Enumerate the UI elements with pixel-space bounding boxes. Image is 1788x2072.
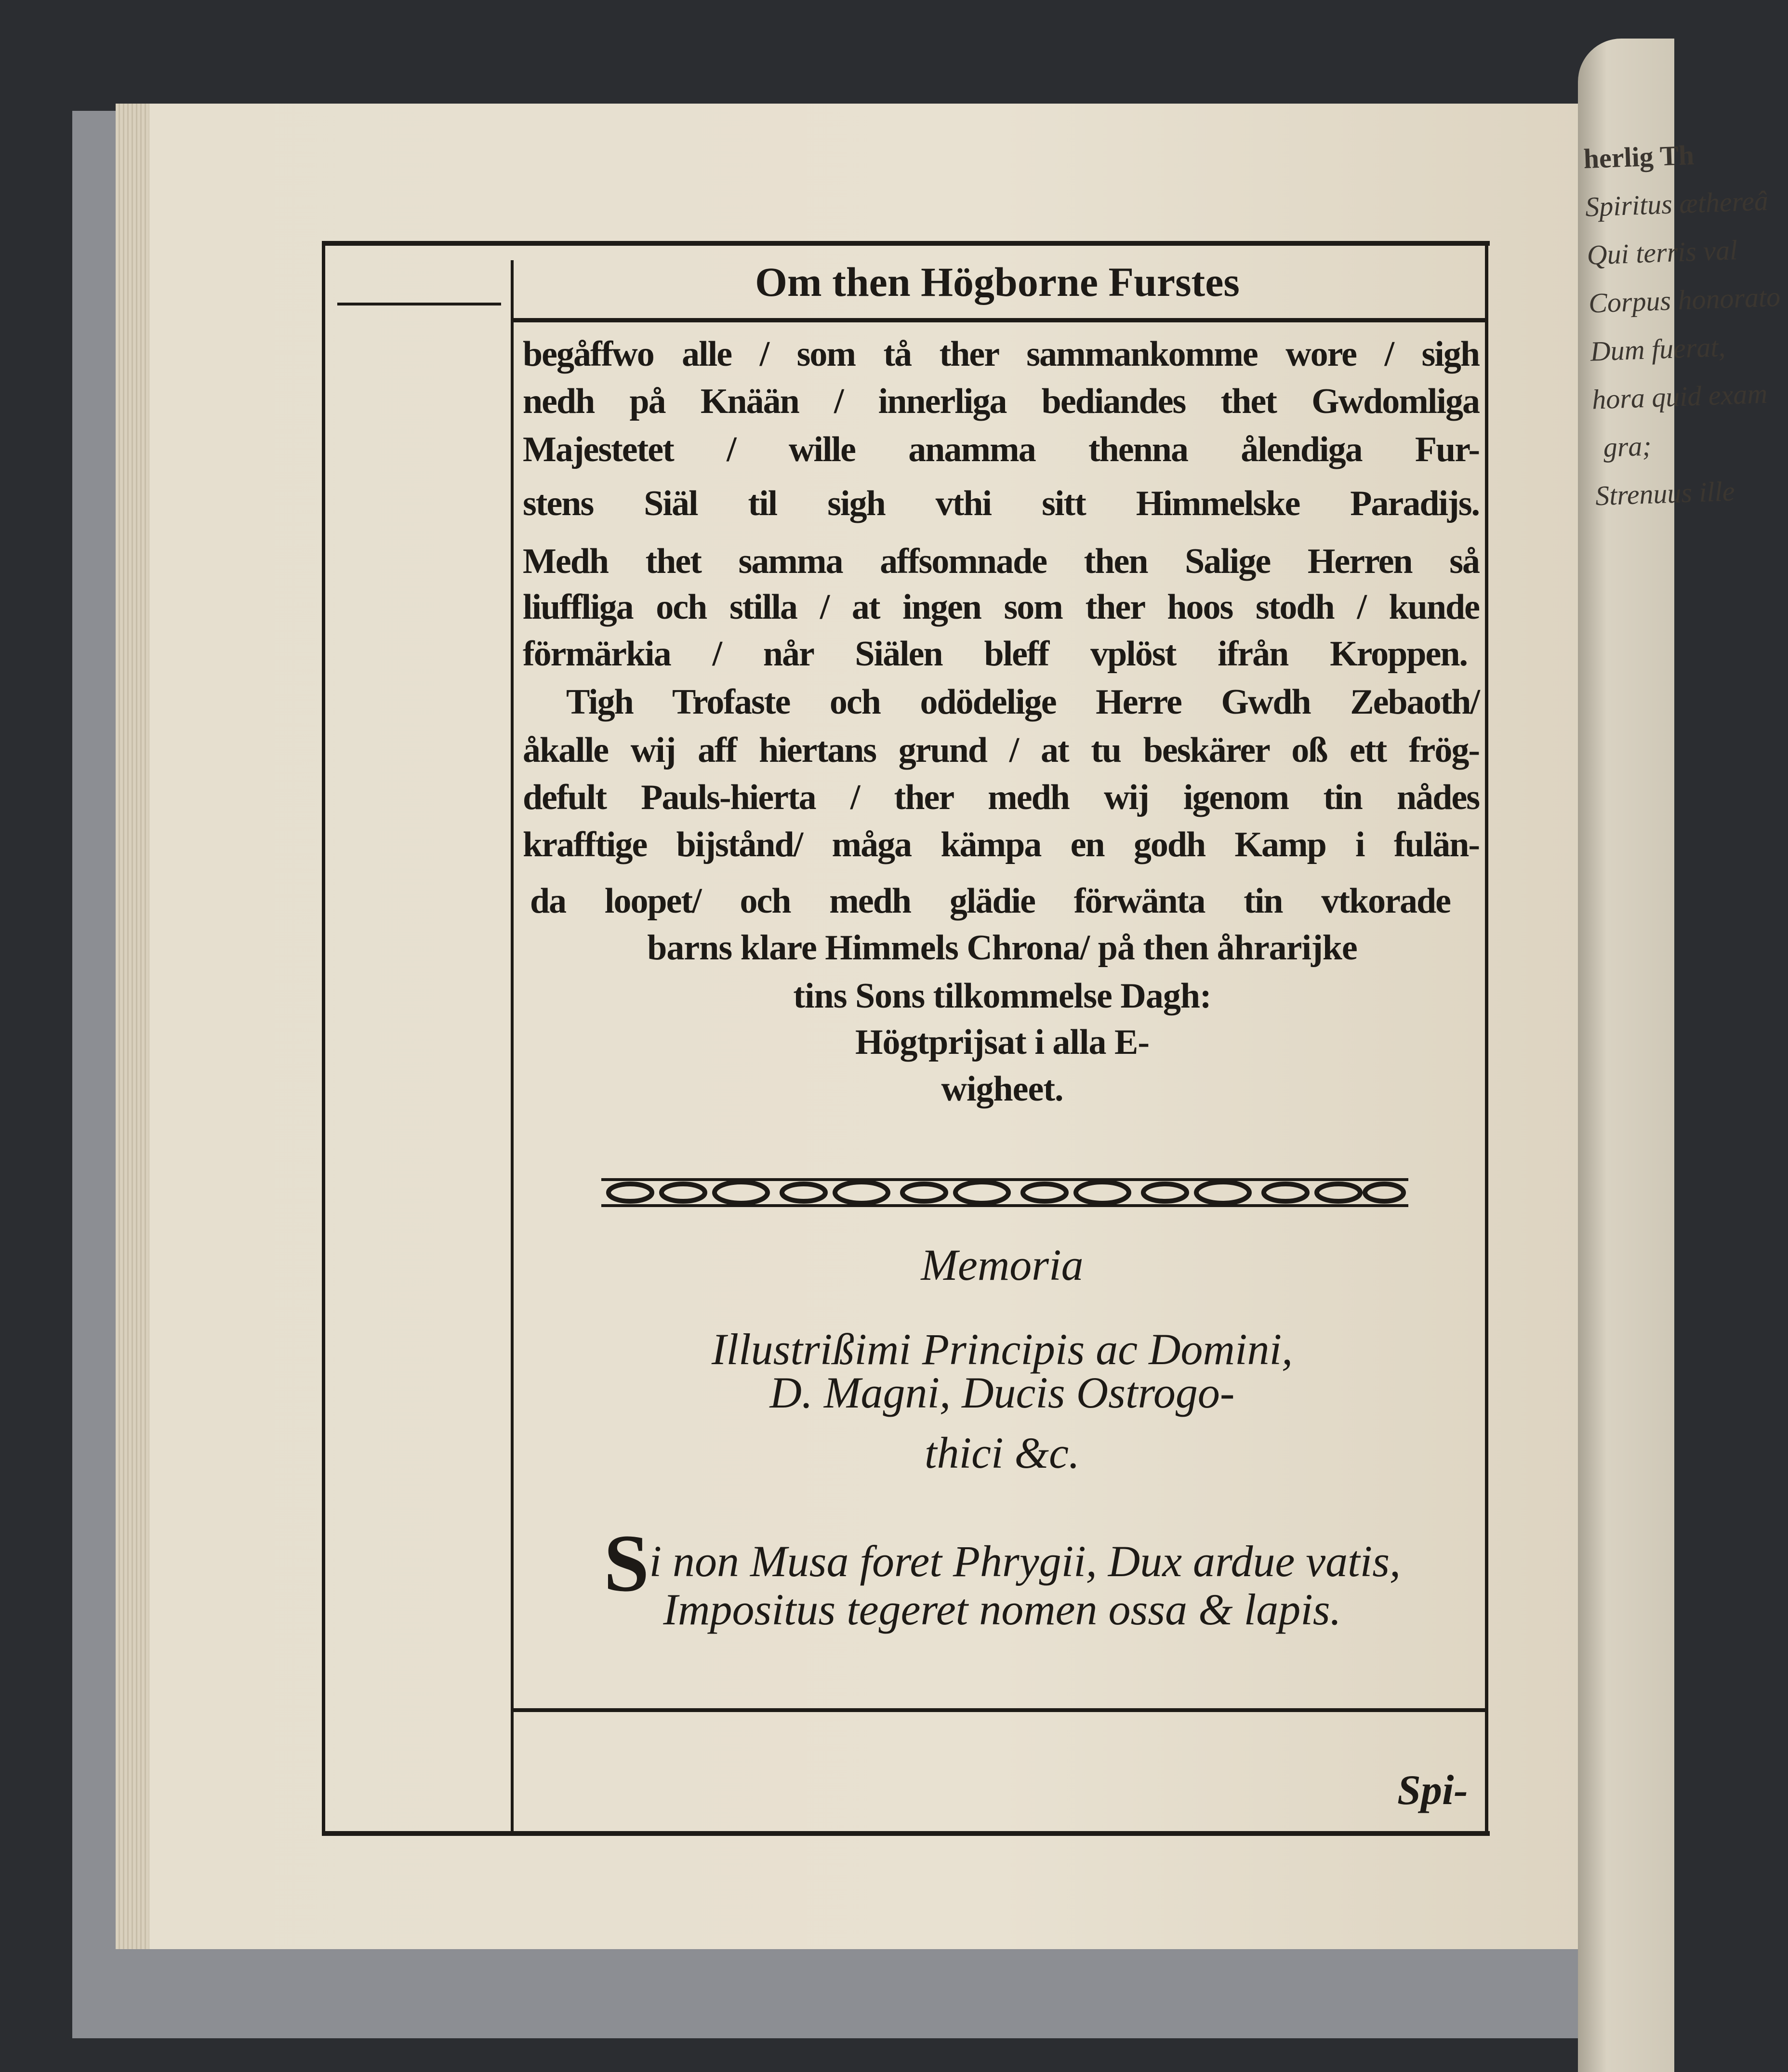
verse-line: Impositus tegeret nomen ossa & lapis. [663, 1585, 1341, 1634]
margin-rule [337, 303, 501, 305]
body-line: förmärkia / når Siälen bleff vplöst ifrån Kroppen. [523, 634, 1467, 674]
body-line: stens Siäl til sigh vthi sitt Himmelske Paradijs. [523, 484, 1479, 523]
frame-top-rule [324, 241, 1490, 246]
latin-line: thici &c. [925, 1428, 1080, 1477]
facing-line: Qui terris val [1586, 234, 1738, 271]
closing-line: wigheet. [941, 1069, 1063, 1109]
facing-page-text [1583, 128, 1788, 520]
footer-rule [514, 1708, 1487, 1712]
header-rule [514, 318, 1487, 322]
facing-line: Corpus honorato [1588, 280, 1781, 319]
closing-line: barns klare Himmels Chrona/ på then åhrarijke [647, 928, 1357, 968]
body-line: nedh på Knään / innerliga bediandes thet Gwdomliga [523, 382, 1479, 421]
latin-title: Memoria [921, 1240, 1084, 1289]
facing-line: Spiritus æthereâ [1585, 185, 1769, 223]
verse-text: i non Musa foret Phrygii, Dux ardue vatis, [649, 1537, 1401, 1586]
body-line: krafftige bijstånd/ måga kämpa en godh Kamp i fulän- [523, 825, 1479, 864]
column-divider [511, 260, 514, 1831]
facing-line: Strenuus ille [1595, 475, 1735, 512]
frame-bottom-rule [324, 1831, 1490, 1836]
body-line: liuffliga och stilla / at ingen som ther hoos stodh / kunde [523, 587, 1479, 627]
closing-line: tins Sons tilkommelse Dagh: [793, 976, 1211, 1016]
frame-left-rule [322, 241, 325, 1836]
body-line: da loopet/ och medh glädie förwänta tin vtkorade [530, 881, 1450, 921]
drop-initial: S [603, 1518, 649, 1608]
closing-line: Högtprijsat i alla E- [855, 1023, 1150, 1062]
page-edges [116, 104, 149, 1949]
running-head: Om then Högborne Furstes [755, 259, 1240, 305]
body-line: Majestetet / wille anamma thenna ålendiga Fur- [523, 430, 1479, 469]
body-line: defult Pauls-hierta / ther medh wij igenom tin nådes [523, 778, 1479, 817]
body-line: åkalle wij aff hiertans grund / at tu beskärer oß ett frög- [523, 731, 1479, 770]
body-line: Medh thet samma affsomnade then Salige Herren så [523, 542, 1479, 581]
facing-line: gra; [1603, 430, 1652, 463]
body-line: begåffwo alle / som tå ther sammankomme wore / sigh [523, 334, 1479, 374]
facing-line: Dum fuerat, [1589, 331, 1726, 367]
verse-line [516, 1518, 1489, 1608]
facing-line: hora quid exam [1591, 377, 1768, 415]
latin-line: D. Magni, Ducis Ostrogo- [769, 1368, 1235, 1417]
catchword: Spi- [1397, 1767, 1468, 1814]
latin-line: Illustrißimi Principis ac Domini, [711, 1325, 1293, 1374]
facing-line: herlig Th [1583, 139, 1695, 174]
body-line: Tigh Trofaste och odödelige Herre Gwdh Zebaoth/ [566, 682, 1479, 722]
ornamental-divider [601, 1176, 1408, 1209]
